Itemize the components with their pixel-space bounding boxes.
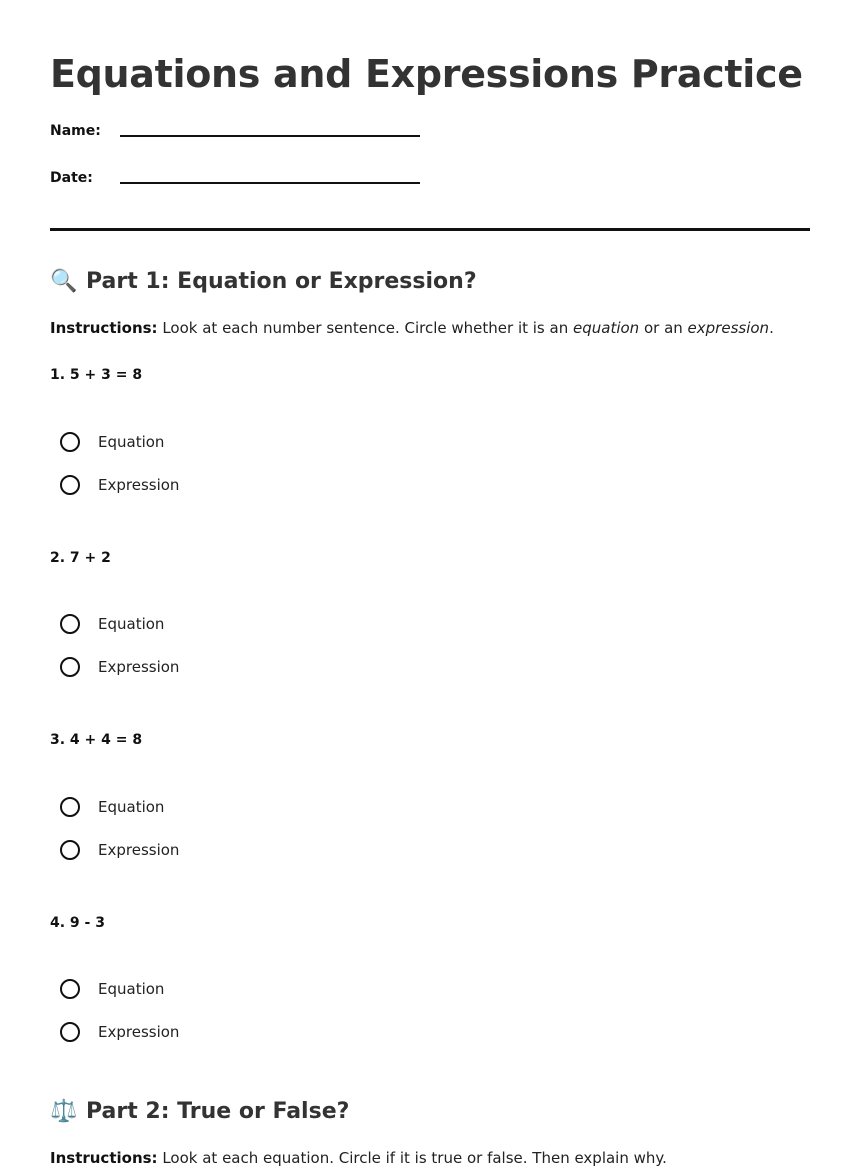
part2-heading-text: Part 2: True or False?	[86, 1099, 350, 1124]
name-field-row	[50, 121, 420, 145]
option-label: Expression	[98, 658, 180, 676]
question-2-option-equation[interactable]	[60, 614, 260, 640]
option-label: Expression	[98, 476, 180, 494]
option-label: Equation	[98, 615, 165, 633]
radio-circle-icon[interactable]	[60, 614, 80, 634]
part1-instructions-text-or: or an	[639, 319, 688, 337]
part2-heading	[50, 1097, 349, 1127]
question-1: 1. 5 + 3 = 8	[50, 367, 143, 383]
option-label: Expression	[98, 841, 180, 859]
part1-instructions-text: Look at each number sentence. Circle whether it is an	[157, 319, 573, 337]
option-label: Equation	[98, 433, 165, 451]
name-field[interactable]	[120, 135, 420, 137]
option-label: Equation	[98, 798, 165, 816]
option-label: Expression	[98, 1023, 180, 1041]
radio-circle-icon[interactable]	[60, 1022, 80, 1042]
question-2: 2. 7 + 2	[50, 550, 111, 566]
part2-instructions-lead: Instructions:	[50, 1149, 158, 1167]
date-field-row	[50, 168, 420, 192]
name-label: Name:	[50, 123, 101, 139]
question-4: 4. 9 - 3	[50, 915, 105, 931]
part2-instructions	[50, 1147, 667, 1169]
date-label: Date:	[50, 170, 93, 186]
question-3-option-expression[interactable]	[60, 840, 260, 866]
question-4-option-expression[interactable]	[60, 1022, 260, 1048]
question-3: 3. 4 + 4 = 8	[50, 732, 143, 748]
part1-instructions	[50, 317, 774, 339]
part1-instructions-lead: Instructions:	[50, 319, 158, 337]
question-2-option-expression[interactable]	[60, 657, 260, 683]
option-label: Equation	[98, 980, 165, 998]
radio-circle-icon[interactable]	[60, 840, 80, 860]
part1-instructions-period: .	[769, 319, 774, 337]
part1-instructions-expression: expression	[687, 319, 770, 337]
radio-circle-icon[interactable]	[60, 475, 80, 495]
header-divider	[50, 228, 810, 231]
question-4-option-equation[interactable]	[60, 979, 260, 1005]
balance-scale-icon: ⚖️	[50, 1099, 78, 1124]
radio-circle-icon[interactable]	[60, 657, 80, 677]
part2-instructions-text: Look at each equation. Circle if it is true or false. Then explain why.	[157, 1149, 667, 1167]
radio-circle-icon[interactable]	[60, 797, 80, 817]
radio-circle-icon[interactable]	[60, 432, 80, 452]
part1-instructions-equation: equation	[573, 319, 640, 337]
part1-heading	[50, 267, 477, 297]
magnifying-glass-icon: 🔍	[50, 269, 78, 294]
page-title: Equations and Expressions Practice	[50, 52, 803, 96]
question-1-option-equation[interactable]	[60, 432, 260, 458]
part1-heading-text: Part 1: Equation or Expression?	[86, 269, 477, 294]
radio-circle-icon[interactable]	[60, 979, 80, 999]
date-field[interactable]	[120, 182, 420, 184]
question-1-option-expression[interactable]	[60, 475, 260, 501]
question-3-option-equation[interactable]	[60, 797, 260, 823]
